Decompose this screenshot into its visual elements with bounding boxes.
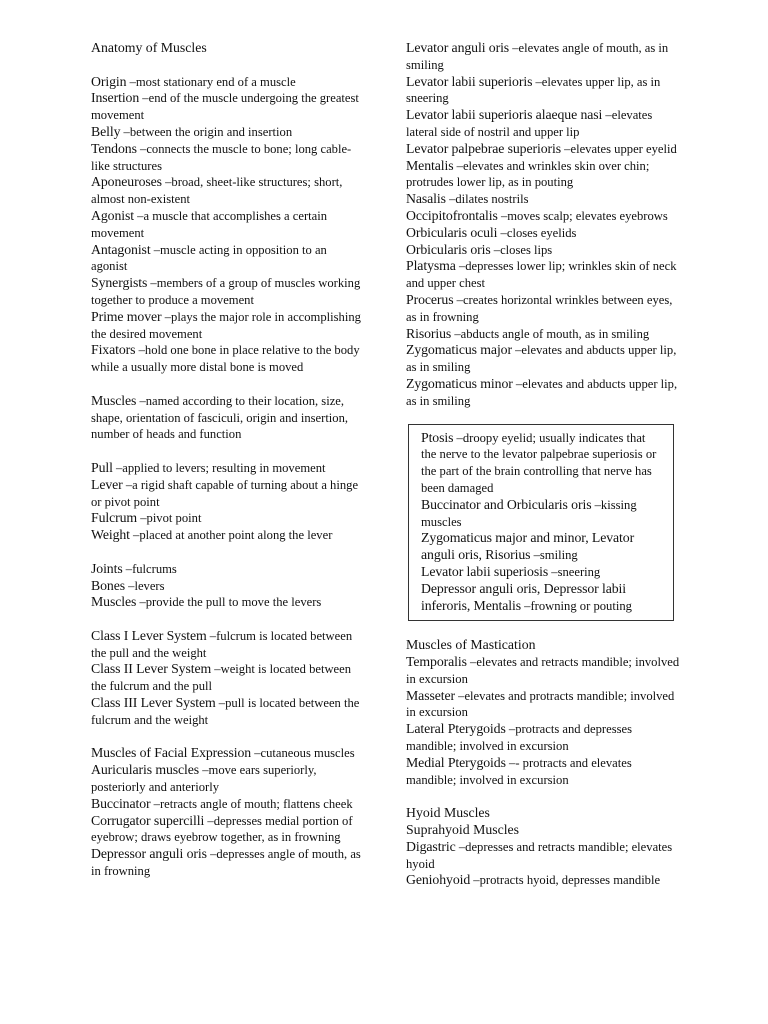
term-label: Procerus — [406, 291, 454, 307]
term-label: Levator labii superioris — [406, 73, 533, 89]
term-definition: between the origin and insertion — [129, 124, 293, 139]
term-label: Fulcrum — [91, 510, 138, 526]
term-entry-lateral-pterygoids — [406, 721, 684, 755]
term-entry-muscles — [91, 393, 361, 443]
spacer — [91, 729, 361, 746]
term-entry-levator-anguli-oris — [406, 40, 684, 74]
term-entry-class-iii-lever-system — [91, 695, 361, 729]
term-entry-risorius — [406, 326, 684, 343]
dash-separator — [602, 108, 611, 122]
dash-separator — [456, 840, 465, 854]
term-definition: elevates lateral side of nostril and upper lip — [406, 108, 653, 139]
term-definition: placed at another point along the lever — [139, 528, 333, 543]
term-definition: broad, sheet-like structures; short, almost non-existent — [91, 175, 343, 207]
term-label: Buccinator and Orbicularis oris — [421, 496, 592, 512]
term-entry-zygomaticus-minor — [406, 376, 684, 410]
term-entry-origin — [91, 74, 361, 91]
spacer — [91, 544, 361, 561]
term-definition: closes lips — [500, 242, 553, 257]
term-definition: muscle acting in opposition to an agonist — [91, 242, 327, 274]
dash-separator — [137, 142, 146, 156]
term-definition: depresses and retracts mandible; elevates hyoid — [406, 839, 673, 871]
dash-separator — [453, 159, 462, 173]
term-entry-levator-labii-superioris-alaeque-nasi — [406, 107, 684, 141]
term-entry-zygomaticus-major-and-minor-levator-anguli-oris-risorius — [421, 530, 663, 564]
term-definition: droopy eyelid; usually indicates that the nerve to the levator palpebrae superiosis or the part of the brain controlling that nerve has been damaged — [421, 430, 657, 495]
dash-separator — [506, 722, 515, 736]
section-heading: Hyoid Muscles — [406, 805, 490, 821]
section-heading: Suprahyoid Muscles — [406, 822, 520, 838]
term-entry-auricularis-muscles — [91, 762, 361, 796]
term-entry-zygomaticus-major — [406, 342, 684, 376]
term-definition: most stationary end of a muscle — [135, 74, 296, 89]
dash-separator — [162, 310, 171, 324]
term-definition: pull is located between the fulcrum and the weight — [91, 696, 360, 727]
term-definition: cutaneous muscles — [260, 746, 355, 761]
term-definition: fulcrums — [132, 561, 177, 576]
term-label: Risorius — [406, 325, 452, 341]
term-label: Ptosis — [421, 429, 454, 445]
term-entry-belly — [91, 124, 361, 141]
term-entry-temporalis — [406, 654, 684, 688]
term-label: Lateral Pterygoids — [406, 721, 506, 737]
term-definition: provide the pull to move the levers — [145, 595, 322, 610]
dash-separator — [207, 629, 216, 643]
dash-separator — [136, 394, 145, 408]
term-label: Nasalis — [406, 191, 446, 207]
spacer — [91, 376, 361, 393]
term-entry-pull — [91, 460, 361, 477]
left-column — [91, 40, 361, 880]
term-definition: fulcrum is located between the pull and the weight — [91, 628, 353, 660]
term-entry-levator-labii-superioris — [406, 74, 684, 108]
term-entry-medial-pterygoids — [406, 755, 684, 789]
term-entry-synergists — [91, 275, 361, 309]
term-label: Levator palpebrae superioris — [406, 140, 562, 156]
term-label: Zygomaticus major — [406, 342, 512, 358]
term-definition: elevates and protracts mandible; involved in excursion — [406, 688, 675, 720]
term-definition: a muscle that accomplishes a certain movement — [91, 208, 328, 240]
dash-separator — [126, 75, 135, 89]
term-definition: applied to levers; resulting in movement — [122, 460, 326, 475]
dash-separator — [532, 75, 541, 89]
term-label: Muscles — [91, 594, 137, 610]
term-label: Insertion — [91, 90, 140, 106]
dash-separator — [470, 873, 479, 887]
term-definition: elevates and abducts upper lip, as in smiling — [406, 343, 677, 375]
dash-separator — [211, 662, 220, 676]
term-label: Levator anguli oris — [406, 40, 510, 55]
term-label: Levator labii superiosis — [421, 563, 549, 579]
term-entry-aponeuroses — [91, 174, 361, 208]
term-label: Depressor anguli oris, Depressor labii inferoris, Mentalis — [421, 580, 627, 613]
term-label: Depressor anguli oris — [91, 846, 207, 862]
term-definition: protracts hyoid, depresses mandible — [479, 873, 661, 888]
dash-separator — [446, 192, 455, 206]
term-entry-buccinator — [91, 796, 361, 813]
term-label: Tendons — [91, 140, 137, 156]
term-label: Platysma — [406, 258, 456, 274]
term-entry-nasalis — [406, 191, 684, 208]
term-definition: end of the muscle undergoing the greatest movement — [91, 91, 359, 123]
right-column — [406, 40, 684, 889]
term-label: Temporalis — [406, 654, 467, 670]
term-definition: protracts and depresses mandible; involved in excursion — [406, 722, 632, 754]
term-definition: frowning or pouting — [530, 598, 632, 613]
term-label: Weight — [91, 527, 130, 543]
dash-separator — [135, 343, 144, 357]
term-label: Orbicularis oculi — [406, 224, 498, 240]
dash-separator — [453, 293, 462, 307]
dash-separator — [136, 595, 145, 609]
dash-separator — [548, 565, 557, 579]
term-definition: closes eyelids — [506, 225, 577, 240]
dash-separator — [162, 175, 171, 189]
term-entry-levator-labii-superiosis — [421, 564, 663, 581]
term-label: Orbicularis oris — [406, 241, 491, 257]
term-entry-buccinator-and-orbicularis-oris — [421, 497, 663, 531]
section-heading: Muscles of Mastication — [406, 637, 536, 653]
dash-separator — [498, 209, 507, 223]
summary-box — [408, 424, 674, 622]
term-entry-insertion — [91, 90, 361, 124]
right-column-top — [406, 40, 684, 410]
term-label: Aponeuroses — [91, 174, 162, 190]
term-label: Class III Lever System — [91, 695, 216, 711]
term-entry-depressor-anguli-oris-depressor-labii-inferoris-mentalis — [421, 581, 663, 615]
term-definition: move ears superiorly, posteriorly and anteriorly — [91, 763, 317, 795]
dash-separator — [506, 756, 515, 770]
term-definition: depresses medial portion of eyebrow; draws eyebrow together, as in frowning — [91, 813, 353, 845]
term-definition: depresses lower lip; wrinkles skin of neck and upper chest — [406, 259, 677, 291]
dash-separator — [491, 243, 500, 257]
term-entry-class-ii-lever-system — [91, 661, 361, 695]
dash-separator — [151, 797, 160, 811]
term-entry-geniohyoid — [406, 872, 684, 889]
dash-separator — [453, 431, 462, 445]
term-label: Masseter — [406, 687, 456, 703]
term-entry-muscles-of-facial-expression — [91, 745, 361, 762]
section-heading: Anatomy of Muscles — [91, 40, 207, 55]
dash-separator — [451, 327, 460, 341]
term-definition: elevates upper eyelid — [570, 141, 677, 156]
term-entry-fulcrum — [91, 510, 361, 527]
term-entry-bones — [91, 578, 361, 595]
term-entry-prime-mover — [91, 309, 361, 343]
term-definition: abducts angle of mouth, as in smiling — [460, 326, 650, 341]
dash-separator — [467, 655, 476, 669]
term-label: Fixators — [91, 342, 136, 358]
term-definition: moves scalp; elevates eyebrows — [507, 208, 668, 223]
term-definition: hold one bone in place relative to the body while a usually more distal bone is moved — [91, 343, 360, 375]
term-label: Muscles — [91, 392, 137, 408]
term-label: Geniohyoid — [406, 872, 471, 888]
term-label: Bones — [91, 577, 125, 593]
dash-separator — [139, 91, 148, 105]
term-label: Corrugator supercilli — [91, 812, 205, 828]
term-label: Medial Pterygoids — [406, 754, 506, 770]
term-label: Origin — [91, 73, 127, 89]
term-entry-fixators — [91, 342, 361, 376]
term-definition: retracts angle of mouth; flattens cheek — [159, 796, 353, 811]
dash-separator — [591, 498, 600, 512]
term-definition: elevates and wrinkles skin over chin; protrudes lower lip, as in pouting — [406, 158, 650, 190]
dash-separator — [509, 41, 518, 55]
term-definition: elevates and abducts upper lip, as in smiling — [406, 376, 678, 408]
term-label: Digastric — [406, 838, 456, 854]
term-label: Muscles of Facial Expression — [91, 745, 252, 761]
dash-separator — [147, 276, 156, 290]
term-label: Antagonist — [91, 241, 151, 257]
term-definition: elevates and retracts mandible; involved in excursion — [406, 655, 680, 686]
term-label: Lever — [91, 476, 123, 492]
term-label: Auricularis muscles — [91, 762, 200, 778]
term-label: Class I Lever System — [91, 627, 207, 643]
term-label: Class II Lever System — [91, 661, 212, 677]
term-label: Levator labii superioris alaeque nasi — [406, 107, 603, 123]
term-entry-tendons — [91, 141, 361, 175]
right-column-bottom — [406, 637, 684, 889]
term-definition: plays the major role in accomplishing the desired movement — [91, 309, 361, 341]
term-label: Belly — [91, 123, 121, 139]
term-label: Joints — [91, 560, 123, 576]
spacer — [406, 788, 684, 805]
term-definition: levers — [134, 578, 165, 593]
term-label: Synergists — [91, 275, 148, 291]
term-entry-procerus — [406, 292, 684, 326]
term-definition: sneering — [557, 564, 601, 579]
dash-separator — [151, 243, 160, 257]
dash-separator — [204, 814, 213, 828]
dash-separator — [130, 528, 139, 542]
term-label: Prime mover — [91, 308, 162, 324]
dash-separator — [207, 847, 216, 861]
term-entry-digastric — [406, 839, 684, 873]
term-definition: pivot point — [146, 511, 202, 526]
term-definition: a rigid shaft capable of turning about a hinge or pivot point — [91, 477, 359, 509]
term-definition: elevates upper lip, as in sneering — [406, 74, 661, 106]
dash-separator — [137, 511, 146, 525]
term-definition: creates horizontal wrinkles between eyes, as in frowning — [406, 292, 673, 324]
term-definition: elevates angle of mouth, as in smiling — [406, 41, 669, 72]
dash-separator — [120, 125, 129, 139]
spacer — [91, 57, 361, 74]
dash-separator — [456, 259, 465, 273]
term-definition: connects the muscle to bone; long cable-like structures — [91, 141, 352, 173]
term-entry-mentalis — [406, 158, 684, 192]
dash-separator — [199, 763, 208, 777]
term-entry-platysma — [406, 258, 684, 292]
term-entry-class-i-lever-system — [91, 628, 361, 662]
term-entry-depressor-anguli-oris — [91, 846, 361, 880]
term-entry-levator-palpebrae-superioris — [406, 141, 684, 158]
term-definition: named according to their location, size, shape, orientation of fasciculi, origin and insertion, number of heads and function — [91, 393, 349, 442]
term-entry-agonist — [91, 208, 361, 242]
term-entry-orbicularis-oculi — [406, 225, 684, 242]
term-entry-occipitofrontalis — [406, 208, 684, 225]
dash-separator — [512, 343, 521, 357]
term-definition: weight is located between the fulcrum and the pull — [91, 662, 352, 694]
term-definition: members of a group of muscles working together to produce a movement — [91, 276, 361, 307]
term-label: Occipitofrontalis — [406, 207, 498, 223]
term-label: Zygomaticus minor — [406, 375, 513, 391]
term-entry-corrugator-supercilli — [91, 813, 361, 847]
term-definition: - protracts and elevates mandible; involved in excursion — [406, 755, 632, 787]
term-label: Buccinator — [91, 795, 151, 811]
term-label: Mentalis — [406, 157, 454, 173]
dash-separator — [113, 461, 122, 475]
dash-separator — [251, 746, 260, 760]
term-entry-lever — [91, 477, 361, 511]
term-entry-masseter — [406, 688, 684, 722]
term-definition: depresses angle of mouth, as in frowning — [91, 847, 361, 879]
dash-separator — [513, 377, 522, 391]
spacer — [91, 443, 361, 460]
spacer — [91, 611, 361, 628]
dash-separator — [123, 562, 132, 576]
term-entry-antagonist — [91, 242, 361, 276]
dash-separator — [123, 478, 132, 492]
term-entry-joints — [91, 561, 361, 578]
dash-separator — [497, 226, 506, 240]
term-label: Zygomaticus major and minor, Levator anguli oris, Risorius — [421, 530, 635, 563]
term-label: Pull — [91, 459, 113, 475]
term-entry-muscles — [91, 594, 361, 611]
term-label: Agonist — [91, 207, 134, 223]
term-entry-weight — [91, 527, 361, 544]
dash-separator — [216, 696, 225, 710]
term-definition: smiling — [539, 548, 578, 563]
term-entry-ptosis — [421, 430, 663, 497]
term-definition: kissing muscles — [421, 497, 637, 529]
term-entry-orbicularis-oris — [406, 242, 684, 259]
dash-separator — [530, 548, 539, 562]
term-definition: dilates nostrils — [455, 192, 529, 207]
